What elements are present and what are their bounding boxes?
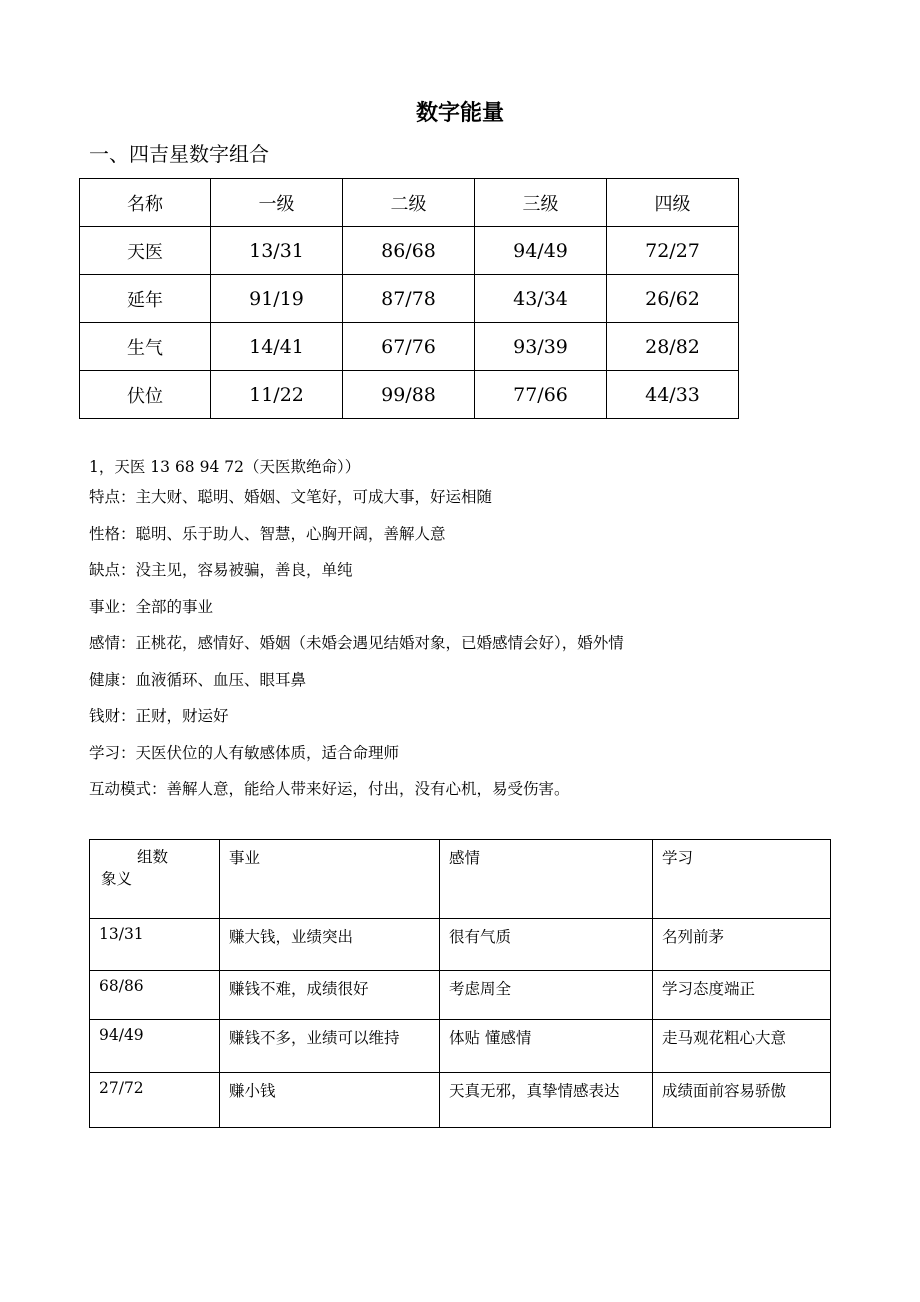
table-cell: 68/86 [90, 971, 220, 1020]
page-title: 数字能量 [415, 101, 504, 126]
header-top-label: 组数 [137, 848, 169, 866]
table-cell: 13/31 [211, 227, 343, 275]
table-cell: 很有气质 [440, 919, 653, 971]
table-cell: 99/88 [343, 371, 475, 419]
header-cell: 三级 [475, 179, 607, 227]
row-name: 伏位 [80, 371, 211, 419]
table-cell: 94/49 [90, 1020, 220, 1073]
table-cell: 86/68 [343, 227, 475, 275]
paragraph-line: 特点：主大财、聪明、婚姻、文笔好，可成大事，好运相随 [89, 488, 493, 506]
table-cell: 名列前茅 [653, 919, 831, 971]
row-name: 生气 [80, 323, 211, 371]
table-cell: 成绩面前容易骄傲 [653, 1073, 831, 1128]
table-row [90, 1020, 831, 1073]
table-cell: 72/27 [607, 227, 739, 275]
table-row [90, 971, 831, 1020]
paragraph-line: 缺点：没主见，容易被骗，善良，单纯 [89, 561, 353, 579]
table-header-row [80, 179, 739, 227]
table-cell: 体贴 懂感情 [440, 1020, 653, 1073]
table-row [80, 227, 739, 275]
table-cell: 学习态度端正 [653, 971, 831, 1020]
header-cell: 二级 [343, 179, 475, 227]
table-cell: 赚钱不多，业绩可以维持 [220, 1020, 440, 1073]
paragraph-heading: 1，天医 13 68 94 72（天医欺绝命）） [89, 458, 361, 476]
description-block [89, 455, 889, 814]
paragraph-line: 钱财：正财，财运好 [89, 707, 229, 725]
table-row [80, 323, 739, 371]
table-cell: 94/49 [475, 227, 607, 275]
row-name: 延年 [80, 275, 211, 323]
table-cell: 走马观花粗心大意 [653, 1020, 831, 1073]
header-cell: 一级 [211, 179, 343, 227]
header-cell-diagonal [90, 840, 220, 919]
paragraph-line: 学习：天医伏位的人有敏感体质，适合命理师 [89, 743, 400, 762]
table-cell: 天真无邪，真挚情感表达 [440, 1073, 653, 1128]
paragraph-line: 性格：聪明、乐于助人、智慧，心胸开阔，善解人意 [89, 524, 446, 543]
table-cell: 赚小钱 [220, 1073, 440, 1128]
table-cell: 44/33 [607, 371, 739, 419]
header-cell: 四级 [607, 179, 739, 227]
header-cell: 事业 [220, 840, 440, 919]
header-cell: 学习 [653, 840, 831, 919]
table-cell: 77/66 [475, 371, 607, 419]
table-cell: 13/31 [90, 919, 220, 971]
paragraph-line: 健康：血液循环、血压、眼耳鼻 [89, 670, 307, 689]
table-cell: 考虑周全 [440, 971, 653, 1020]
header-cell: 感情 [440, 840, 653, 919]
table-cell: 28/82 [607, 323, 739, 371]
section-heading: 一、四吉星数字组合 [89, 142, 269, 166]
meaning-table [89, 839, 831, 1128]
table-row [90, 1073, 831, 1128]
table-cell: 赚大钱，业绩突出 [220, 919, 440, 971]
table-cell: 27/72 [90, 1073, 220, 1128]
table-cell: 26/62 [607, 275, 739, 323]
table-cell: 14/41 [211, 323, 343, 371]
paragraph-line: 互动模式：善解人意，能给人带来好运，付出，没有心机，易受伤害。 [89, 780, 570, 798]
table-cell: 43/34 [475, 275, 607, 323]
row-name: 天医 [80, 227, 211, 275]
table-row [90, 919, 831, 971]
paragraph-line: 事业：全部的事业 [89, 597, 214, 616]
table-row [80, 371, 739, 419]
table-cell: 赚钱不难，成绩很好 [220, 971, 440, 1020]
table-cell: 91/19 [211, 275, 343, 323]
table-cell: 11/22 [211, 371, 343, 419]
table-row [80, 275, 739, 323]
paragraph-line: 感情：正桃花，感情好、婚姻（未婚会遇见结婚对象，已婚感情会好），婚外情 [89, 634, 624, 652]
header-bottom-label: 象义 [101, 870, 133, 888]
star-combination-table [79, 178, 739, 419]
table-cell: 87/78 [343, 275, 475, 323]
table-header-row [90, 840, 831, 919]
table-cell: 93/39 [475, 323, 607, 371]
table-cell: 67/76 [343, 323, 475, 371]
header-cell: 名称 [80, 179, 211, 227]
